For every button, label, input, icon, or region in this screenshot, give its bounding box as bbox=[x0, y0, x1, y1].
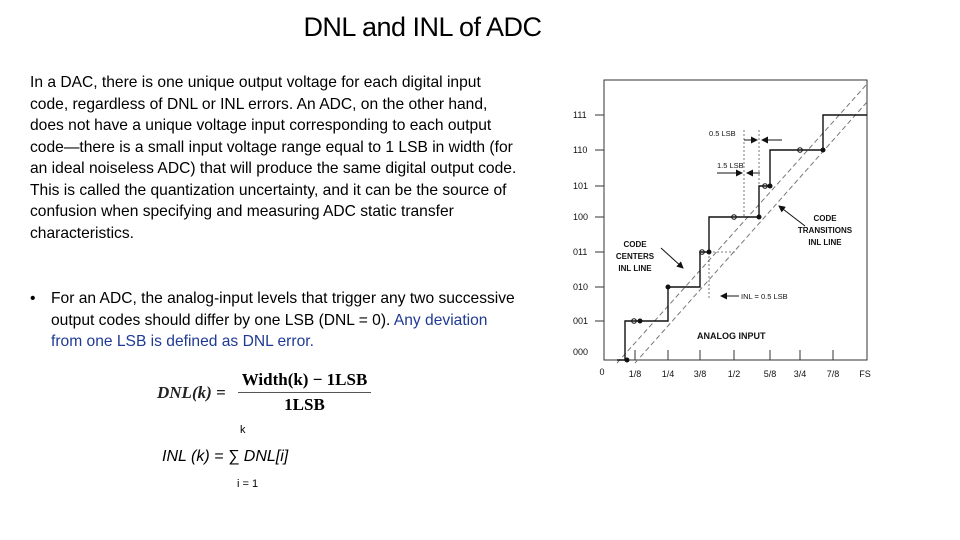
y-label: 101 bbox=[573, 181, 589, 191]
bullet-marker: • bbox=[30, 290, 36, 307]
x-axis-ticks bbox=[635, 350, 833, 360]
x-label: 1/8 bbox=[628, 369, 642, 379]
y-label: 111 bbox=[573, 110, 587, 120]
x-label: 1/2 bbox=[727, 369, 741, 379]
code-transitions-line1: CODE bbox=[813, 214, 837, 223]
code-transitions-label bbox=[798, 214, 853, 247]
y-label: 011 bbox=[573, 247, 588, 257]
dnl-formula bbox=[157, 370, 371, 415]
y-label: 100 bbox=[573, 212, 589, 222]
inl-formula-lower-limit: i = 1 bbox=[237, 478, 259, 490]
code-transitions-arrow bbox=[779, 206, 805, 226]
analog-input-label: ANALOG INPUT bbox=[697, 331, 766, 341]
y-label: 001 bbox=[573, 316, 589, 326]
adc-transfer-diagram bbox=[557, 78, 882, 383]
inl-formula-upper-limit: k bbox=[240, 424, 246, 436]
intro-paragraph: In a DAC, there is one unique output voltage for each digital input code, regardless of DNL or INL errors. An ADC, on the other hand, does not have a unique voltage input corresponding to each output code—there is a small input voltage range equal to 1 LSB in width (for an ideal noiseless ADC) that will produce the same digital output code. This is called the quantization uncertainty, and it can be the source of confusion when specifying and measuring ADC static transfer characteristics. bbox=[30, 74, 517, 242]
y-axis-labels bbox=[573, 110, 588, 357]
y-label: 000 bbox=[573, 347, 589, 357]
bullet-item bbox=[30, 288, 518, 353]
code-transitions-line2: TRANSITIONS bbox=[797, 226, 853, 235]
x-label: 3/4 bbox=[793, 369, 807, 379]
adc-transfer-figure bbox=[557, 78, 882, 388]
x-label: 3/8 bbox=[693, 369, 707, 379]
x-label: 1/4 bbox=[661, 369, 675, 379]
code-centers-line1: CODE bbox=[623, 240, 647, 249]
bullet-text-blue: Any deviation from one LSB is defined as DNL error. bbox=[51, 311, 488, 350]
y-label: 010 bbox=[573, 282, 589, 292]
dnl-formula-numerator: Width(k) − 1LSB bbox=[238, 370, 372, 393]
one-and-half-lsb-label: 1.5 LSB bbox=[717, 161, 744, 170]
code-centers-arrow bbox=[661, 248, 683, 268]
y-label: 110 bbox=[573, 145, 588, 155]
y-axis-ticks bbox=[595, 115, 604, 321]
x-label: 7/8 bbox=[826, 369, 840, 379]
page-title: DNL and INL of ADC bbox=[303, 12, 542, 42]
dnl-formula-lhs: DNL(k) = bbox=[157, 382, 226, 402]
inl-half-lsb-label: INL = 0.5 LSB bbox=[741, 292, 788, 301]
code-transitions-line3: INL LINE bbox=[808, 238, 842, 247]
x-label: 0 bbox=[599, 367, 605, 377]
code-centers-line3: INL LINE bbox=[618, 264, 652, 273]
bullet-text bbox=[51, 288, 518, 353]
dnl-formula-denominator: 1LSB bbox=[284, 395, 325, 414]
x-axis-labels bbox=[599, 367, 870, 379]
code-centers-line2: CENTERS bbox=[615, 252, 655, 261]
bullet-text-black: For an ADC, the analog-input levels that trigger any two successive output codes should differ by one LSB (DNL = 0). bbox=[51, 290, 515, 329]
x-label: FS bbox=[859, 369, 871, 379]
half-lsb-label: 0.5 LSB bbox=[709, 129, 736, 138]
x-label: 5/8 bbox=[763, 369, 777, 379]
code-centers-label bbox=[616, 240, 655, 273]
inl-formula: INL (k) = ∑ DNL[i] bbox=[162, 448, 289, 465]
dnl-formula-fraction bbox=[238, 370, 372, 415]
